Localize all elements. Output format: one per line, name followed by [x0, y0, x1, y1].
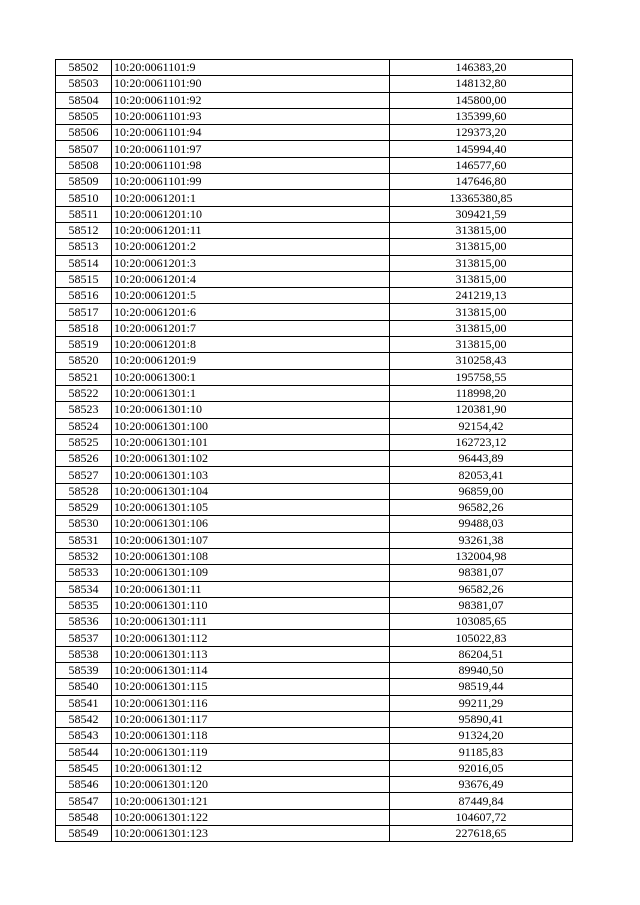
table-row — [56, 483, 573, 499]
cadastral-value: 135399,60 — [390, 108, 573, 124]
table-row — [56, 760, 573, 776]
cadastral-number: 10:20:0061301:109 — [112, 565, 390, 581]
cadastral-value: 104607,72 — [390, 809, 573, 825]
table-row — [56, 548, 573, 564]
cadastral-value: 148132,80 — [390, 76, 573, 92]
cadastral-number: 10:20:0061301:121 — [112, 793, 390, 809]
cadastral-number: 10:20:0061301:104 — [112, 483, 390, 499]
row-number: 58541 — [56, 695, 112, 711]
cadastral-number: 10:20:0061201:8 — [112, 337, 390, 353]
cadastral-number: 10:20:0061301:100 — [112, 418, 390, 434]
table-row — [56, 500, 573, 516]
row-number: 58535 — [56, 597, 112, 613]
row-number: 58524 — [56, 418, 112, 434]
cadastral-value: 195758,55 — [390, 369, 573, 385]
cadastral-value: 95890,41 — [390, 711, 573, 727]
row-number: 58510 — [56, 190, 112, 206]
cadastral-value: 96859,00 — [390, 483, 573, 499]
cadastral-value: 99488,03 — [390, 516, 573, 532]
row-number: 58540 — [56, 679, 112, 695]
row-number: 58527 — [56, 467, 112, 483]
cadastral-value: 82053,41 — [390, 467, 573, 483]
table-row — [56, 141, 573, 157]
table-row — [56, 809, 573, 825]
cadastral-value: 313815,00 — [390, 304, 573, 320]
cadastral-value: 146383,20 — [390, 60, 573, 76]
cadastral-value: 313815,00 — [390, 222, 573, 238]
cadastral-number: 10:20:0061301:103 — [112, 467, 390, 483]
cadastral-value: 313815,00 — [390, 271, 573, 287]
table-row — [56, 614, 573, 630]
row-number: 58504 — [56, 92, 112, 108]
cadastral-number: 10:20:0061201:6 — [112, 304, 390, 320]
cadastral-number: 10:20:0061201:10 — [112, 206, 390, 222]
cadastral-number: 10:20:0061101:94 — [112, 125, 390, 141]
table-row — [56, 434, 573, 450]
cadastral-number: 10:20:0061301:117 — [112, 711, 390, 727]
row-number: 58506 — [56, 125, 112, 141]
table-row — [56, 630, 573, 646]
cadastral-value: 91185,83 — [390, 744, 573, 760]
cadastral-number: 10:20:0061301:118 — [112, 728, 390, 744]
row-number: 58530 — [56, 516, 112, 532]
table-row — [56, 711, 573, 727]
cadastral-number: 10:20:0061201:2 — [112, 239, 390, 255]
cadastral-number: 10:20:0061101:9 — [112, 60, 390, 76]
cadastral-value: 87449,84 — [390, 793, 573, 809]
cadastral-value: 129373,20 — [390, 125, 573, 141]
cadastral-value: 98381,07 — [390, 597, 573, 613]
cadastral-number: 10:20:0061301:107 — [112, 532, 390, 548]
cadastral-number: 10:20:0061301:113 — [112, 646, 390, 662]
cadastral-value: 145800,00 — [390, 92, 573, 108]
cadastral-value: 145994,40 — [390, 141, 573, 157]
table-row — [56, 76, 573, 92]
table-row — [56, 190, 573, 206]
cadastral-number: 10:20:0061301:12 — [112, 760, 390, 776]
row-number: 58521 — [56, 369, 112, 385]
cadastral-number: 10:20:0061301:112 — [112, 630, 390, 646]
row-number: 58544 — [56, 744, 112, 760]
row-number: 58512 — [56, 222, 112, 238]
cadastral-number: 10:20:0061301:119 — [112, 744, 390, 760]
row-number: 58508 — [56, 157, 112, 173]
table-row — [56, 532, 573, 548]
cadastral-value: 310258,43 — [390, 353, 573, 369]
row-number: 58547 — [56, 793, 112, 809]
cadastral-number: 10:20:0061301:1 — [112, 385, 390, 401]
cadastral-number: 10:20:0061101:97 — [112, 141, 390, 157]
table-row — [56, 825, 573, 841]
table-row — [56, 239, 573, 255]
row-number: 58546 — [56, 777, 112, 793]
cadastral-value: 99211,29 — [390, 695, 573, 711]
row-number: 58549 — [56, 825, 112, 841]
row-number: 58531 — [56, 532, 112, 548]
table-row — [56, 320, 573, 336]
cadastral-number: 10:20:0061301:120 — [112, 777, 390, 793]
cadastral-number: 10:20:0061301:122 — [112, 809, 390, 825]
table-row — [56, 174, 573, 190]
cadastral-value: 91324,20 — [390, 728, 573, 744]
cadastral-value: 313815,00 — [390, 255, 573, 271]
table-row — [56, 288, 573, 304]
row-number: 58534 — [56, 581, 112, 597]
cadastral-number: 10:20:0061201:5 — [112, 288, 390, 304]
cadastral-value: 120381,90 — [390, 402, 573, 418]
cadastral-value: 132004,98 — [390, 548, 573, 564]
cadastral-value: 93261,38 — [390, 532, 573, 548]
table-row — [56, 744, 573, 760]
table-row — [56, 662, 573, 678]
row-number: 58511 — [56, 206, 112, 222]
row-number: 58536 — [56, 614, 112, 630]
cadastral-value: 92154,42 — [390, 418, 573, 434]
cadastral-value: 118998,20 — [390, 385, 573, 401]
row-number: 58545 — [56, 760, 112, 776]
cadastral-value: 147646,80 — [390, 174, 573, 190]
row-number: 58515 — [56, 271, 112, 287]
cadastral-number: 10:20:0061301:106 — [112, 516, 390, 532]
table-row — [56, 467, 573, 483]
table-row — [56, 695, 573, 711]
cadastral-value: 98381,07 — [390, 565, 573, 581]
table-row — [56, 451, 573, 467]
cadastral-number: 10:20:0061301:105 — [112, 500, 390, 516]
cadastral-number: 10:20:0061201:9 — [112, 353, 390, 369]
row-number: 58517 — [56, 304, 112, 320]
cadastral-value: 313815,00 — [390, 320, 573, 336]
cadastral-number: 10:20:0061301:111 — [112, 614, 390, 630]
row-number: 58516 — [56, 288, 112, 304]
table-row — [56, 255, 573, 271]
row-number: 58505 — [56, 108, 112, 124]
cadastral-value: 86204,51 — [390, 646, 573, 662]
table-row — [56, 271, 573, 287]
cadastral-value: 96443,89 — [390, 451, 573, 467]
cadastral-number: 10:20:0061301:116 — [112, 695, 390, 711]
row-number: 58543 — [56, 728, 112, 744]
table-row — [56, 337, 573, 353]
row-number: 58533 — [56, 565, 112, 581]
row-number: 58514 — [56, 255, 112, 271]
cadastral-value: 93676,49 — [390, 777, 573, 793]
table-row — [56, 418, 573, 434]
cadastral-number: 10:20:0061101:90 — [112, 76, 390, 92]
data-table — [55, 59, 573, 842]
cadastral-number: 10:20:0061101:92 — [112, 92, 390, 108]
table-row — [56, 108, 573, 124]
cadastral-value: 98519,44 — [390, 679, 573, 695]
table-row — [56, 125, 573, 141]
cadastral-number: 10:20:0061301:110 — [112, 597, 390, 613]
cadastral-value: 89940,50 — [390, 662, 573, 678]
cadastral-value: 241219,13 — [390, 288, 573, 304]
table-row — [56, 369, 573, 385]
table-row — [56, 679, 573, 695]
cadastral-value: 146577,60 — [390, 157, 573, 173]
cadastral-number: 10:20:0061301:11 — [112, 581, 390, 597]
cadastral-value: 96582,26 — [390, 581, 573, 597]
row-number: 58537 — [56, 630, 112, 646]
table-row — [56, 402, 573, 418]
table-row — [56, 353, 573, 369]
row-number: 58538 — [56, 646, 112, 662]
table-row — [56, 597, 573, 613]
cadastral-number: 10:20:0061201:7 — [112, 320, 390, 336]
cadastral-value: 313815,00 — [390, 239, 573, 255]
cadastral-value: 96582,26 — [390, 500, 573, 516]
table-row — [56, 92, 573, 108]
row-number: 58522 — [56, 385, 112, 401]
row-number: 58526 — [56, 451, 112, 467]
row-number: 58503 — [56, 76, 112, 92]
cadastral-value: 105022,83 — [390, 630, 573, 646]
row-number: 58528 — [56, 483, 112, 499]
cadastral-number: 10:20:0061201:4 — [112, 271, 390, 287]
table-row — [56, 206, 573, 222]
cadastral-number: 10:20:0061201:3 — [112, 255, 390, 271]
row-number: 58539 — [56, 662, 112, 678]
table-row — [56, 304, 573, 320]
table-row — [56, 581, 573, 597]
cadastral-value: 13365380,85 — [390, 190, 573, 206]
cadastral-number: 10:20:0061301:102 — [112, 451, 390, 467]
row-number: 58523 — [56, 402, 112, 418]
table-row — [56, 60, 573, 76]
table-row — [56, 385, 573, 401]
table-row — [56, 793, 573, 809]
cadastral-number: 10:20:0061301:115 — [112, 679, 390, 695]
table-body — [56, 60, 573, 842]
cadastral-value: 92016,05 — [390, 760, 573, 776]
cadastral-value: 162723,12 — [390, 434, 573, 450]
row-number: 58507 — [56, 141, 112, 157]
cadastral-value: 103085,65 — [390, 614, 573, 630]
cadastral-number: 10:20:0061201:11 — [112, 222, 390, 238]
table-row — [56, 728, 573, 744]
cadastral-value: 313815,00 — [390, 337, 573, 353]
row-number: 58525 — [56, 434, 112, 450]
row-number: 58542 — [56, 711, 112, 727]
row-number: 58520 — [56, 353, 112, 369]
cadastral-number: 10:20:0061201:1 — [112, 190, 390, 206]
cadastral-value: 227618,65 — [390, 825, 573, 841]
cadastral-number: 10:20:0061101:99 — [112, 174, 390, 190]
row-number: 58509 — [56, 174, 112, 190]
row-number: 58518 — [56, 320, 112, 336]
table-row — [56, 565, 573, 581]
table-row — [56, 777, 573, 793]
table-row — [56, 222, 573, 238]
cadastral-number: 10:20:0061301:108 — [112, 548, 390, 564]
cadastral-number: 10:20:0061101:98 — [112, 157, 390, 173]
table-row — [56, 646, 573, 662]
cadastral-number: 10:20:0061301:114 — [112, 662, 390, 678]
table-row — [56, 157, 573, 173]
table-row — [56, 516, 573, 532]
row-number: 58519 — [56, 337, 112, 353]
cadastral-value: 309421,59 — [390, 206, 573, 222]
cadastral-number: 10:20:0061301:101 — [112, 434, 390, 450]
row-number: 58548 — [56, 809, 112, 825]
cadastral-number: 10:20:0061301:123 — [112, 825, 390, 841]
row-number: 58502 — [56, 60, 112, 76]
cadastral-number: 10:20:0061300:1 — [112, 369, 390, 385]
row-number: 58529 — [56, 500, 112, 516]
cadastral-number: 10:20:0061301:10 — [112, 402, 390, 418]
row-number: 58513 — [56, 239, 112, 255]
cadastral-number: 10:20:0061101:93 — [112, 108, 390, 124]
row-number: 58532 — [56, 548, 112, 564]
